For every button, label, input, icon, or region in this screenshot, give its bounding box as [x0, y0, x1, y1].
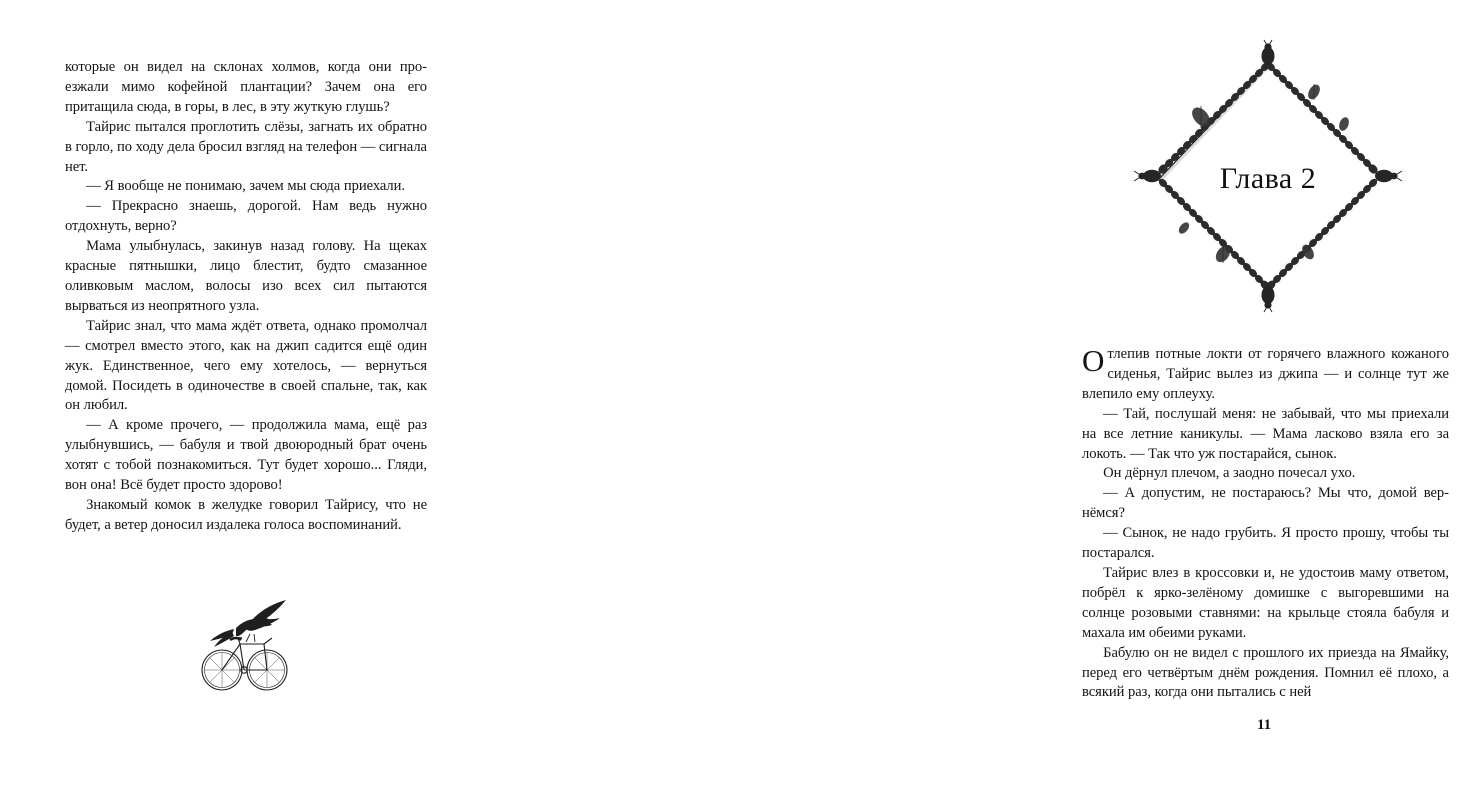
paragraph: — Прекрасно знаешь, дорогой. Нам ведь нужно отдохнуть, верно?	[65, 198, 427, 235]
left-page	[0, 0, 512, 787]
paragraph: — Я вообще не понимаю, зачем мы сюда приехали.	[86, 178, 406, 195]
dropcap-paragraph	[1082, 345, 1449, 405]
paragraph: — Тай, послушай меня: не забывай, что мы приехали на все летние каникулы. — Мама ласково взяла его за локоть. — Так что уж постарайся, сынок.	[1082, 405, 1449, 462]
paragraph: — А допустим, не постараюсь? Мы что, домой вернёмся?	[1082, 485, 1449, 522]
right-text-column	[1082, 345, 1449, 703]
page-number: 11	[1257, 717, 1272, 733]
left-text-column	[65, 58, 427, 536]
paragraph: Тайрис пытался проглотить слёзы, загнать их обратно в горло, по ходу дела бросил взгляд на телефон — сигнала нет.	[65, 118, 427, 175]
drop-cap: О	[1082, 343, 1105, 378]
right-page	[512, 0, 1449, 787]
paragraph: Знакомый комок в желудке говорил Тайрису, что не будет, а ветер доносил издалека голоса воспоминаний.	[65, 496, 427, 533]
paragraph: — А кроме прочего, — продолжила мама, ещё раз улыбнувшись, — бабуля и твой двоюродный брат очень хотят с тобой познакомиться. Тут будет хорошо... Гляди, вон она! Всё будет просто здорово!	[65, 417, 427, 494]
chapter-title: Глава 2	[1219, 162, 1317, 195]
paragraph: Он дёрнул плечом, а заодно почесал ухо.	[1103, 465, 1356, 482]
paragraph: — Сынок, не надо грубить. Я просто прошу, чтобы ты постарался.	[1082, 525, 1449, 562]
bird-and-bicycle-ornament-icon	[172, 588, 322, 698]
paragraph: Бабулю он не видел с прошлого их приезда на Ямайку, перед его четвёртым днём рождения. Помнил её плохо, а всякий раз, когда они пытались с ней	[1082, 644, 1449, 701]
paragraph: Тайрис знал, что мама ждёт ответа, однако промолчал — смотрел вместо этого, как на джип садится ещё один жук. Единственное, чего ему хотелось, — вернуться домой. Посидеть в одиночестве в своей спальне, так, как он любил.	[65, 317, 427, 414]
paragraph: которые он видел на склонах холмов, когда они проезжали мимо кофейной плантации? Зачем она его притащила сюда, в горы, в лес, в эту жуткую глушь?	[65, 59, 427, 115]
dropcap-paragraph-text: тлепив потные локти от горячего влажного кожаного сиденья, Тайрис вылез из джипа — и солнце тут же влепило ему оплеуху.	[1082, 346, 1449, 402]
paragraph: Тайрис влез в кроссовки и, не удостоив маму ответом, побрёл к ярко-зелёному домишке с выгоревшими на солнце розовыми ставнями: на крыльце стояла бабуля и махала им обеими руками.	[1082, 564, 1449, 641]
paragraph: Мама улыбнулась, закинув назад голову. На щеках красные пятнышки, лицо блестит, будто смазанное оливковым маслом, волосы изо всех сил пытаются вырваться из неопрятного узла.	[65, 238, 427, 314]
chapter-ornament	[1068, 40, 1468, 330]
